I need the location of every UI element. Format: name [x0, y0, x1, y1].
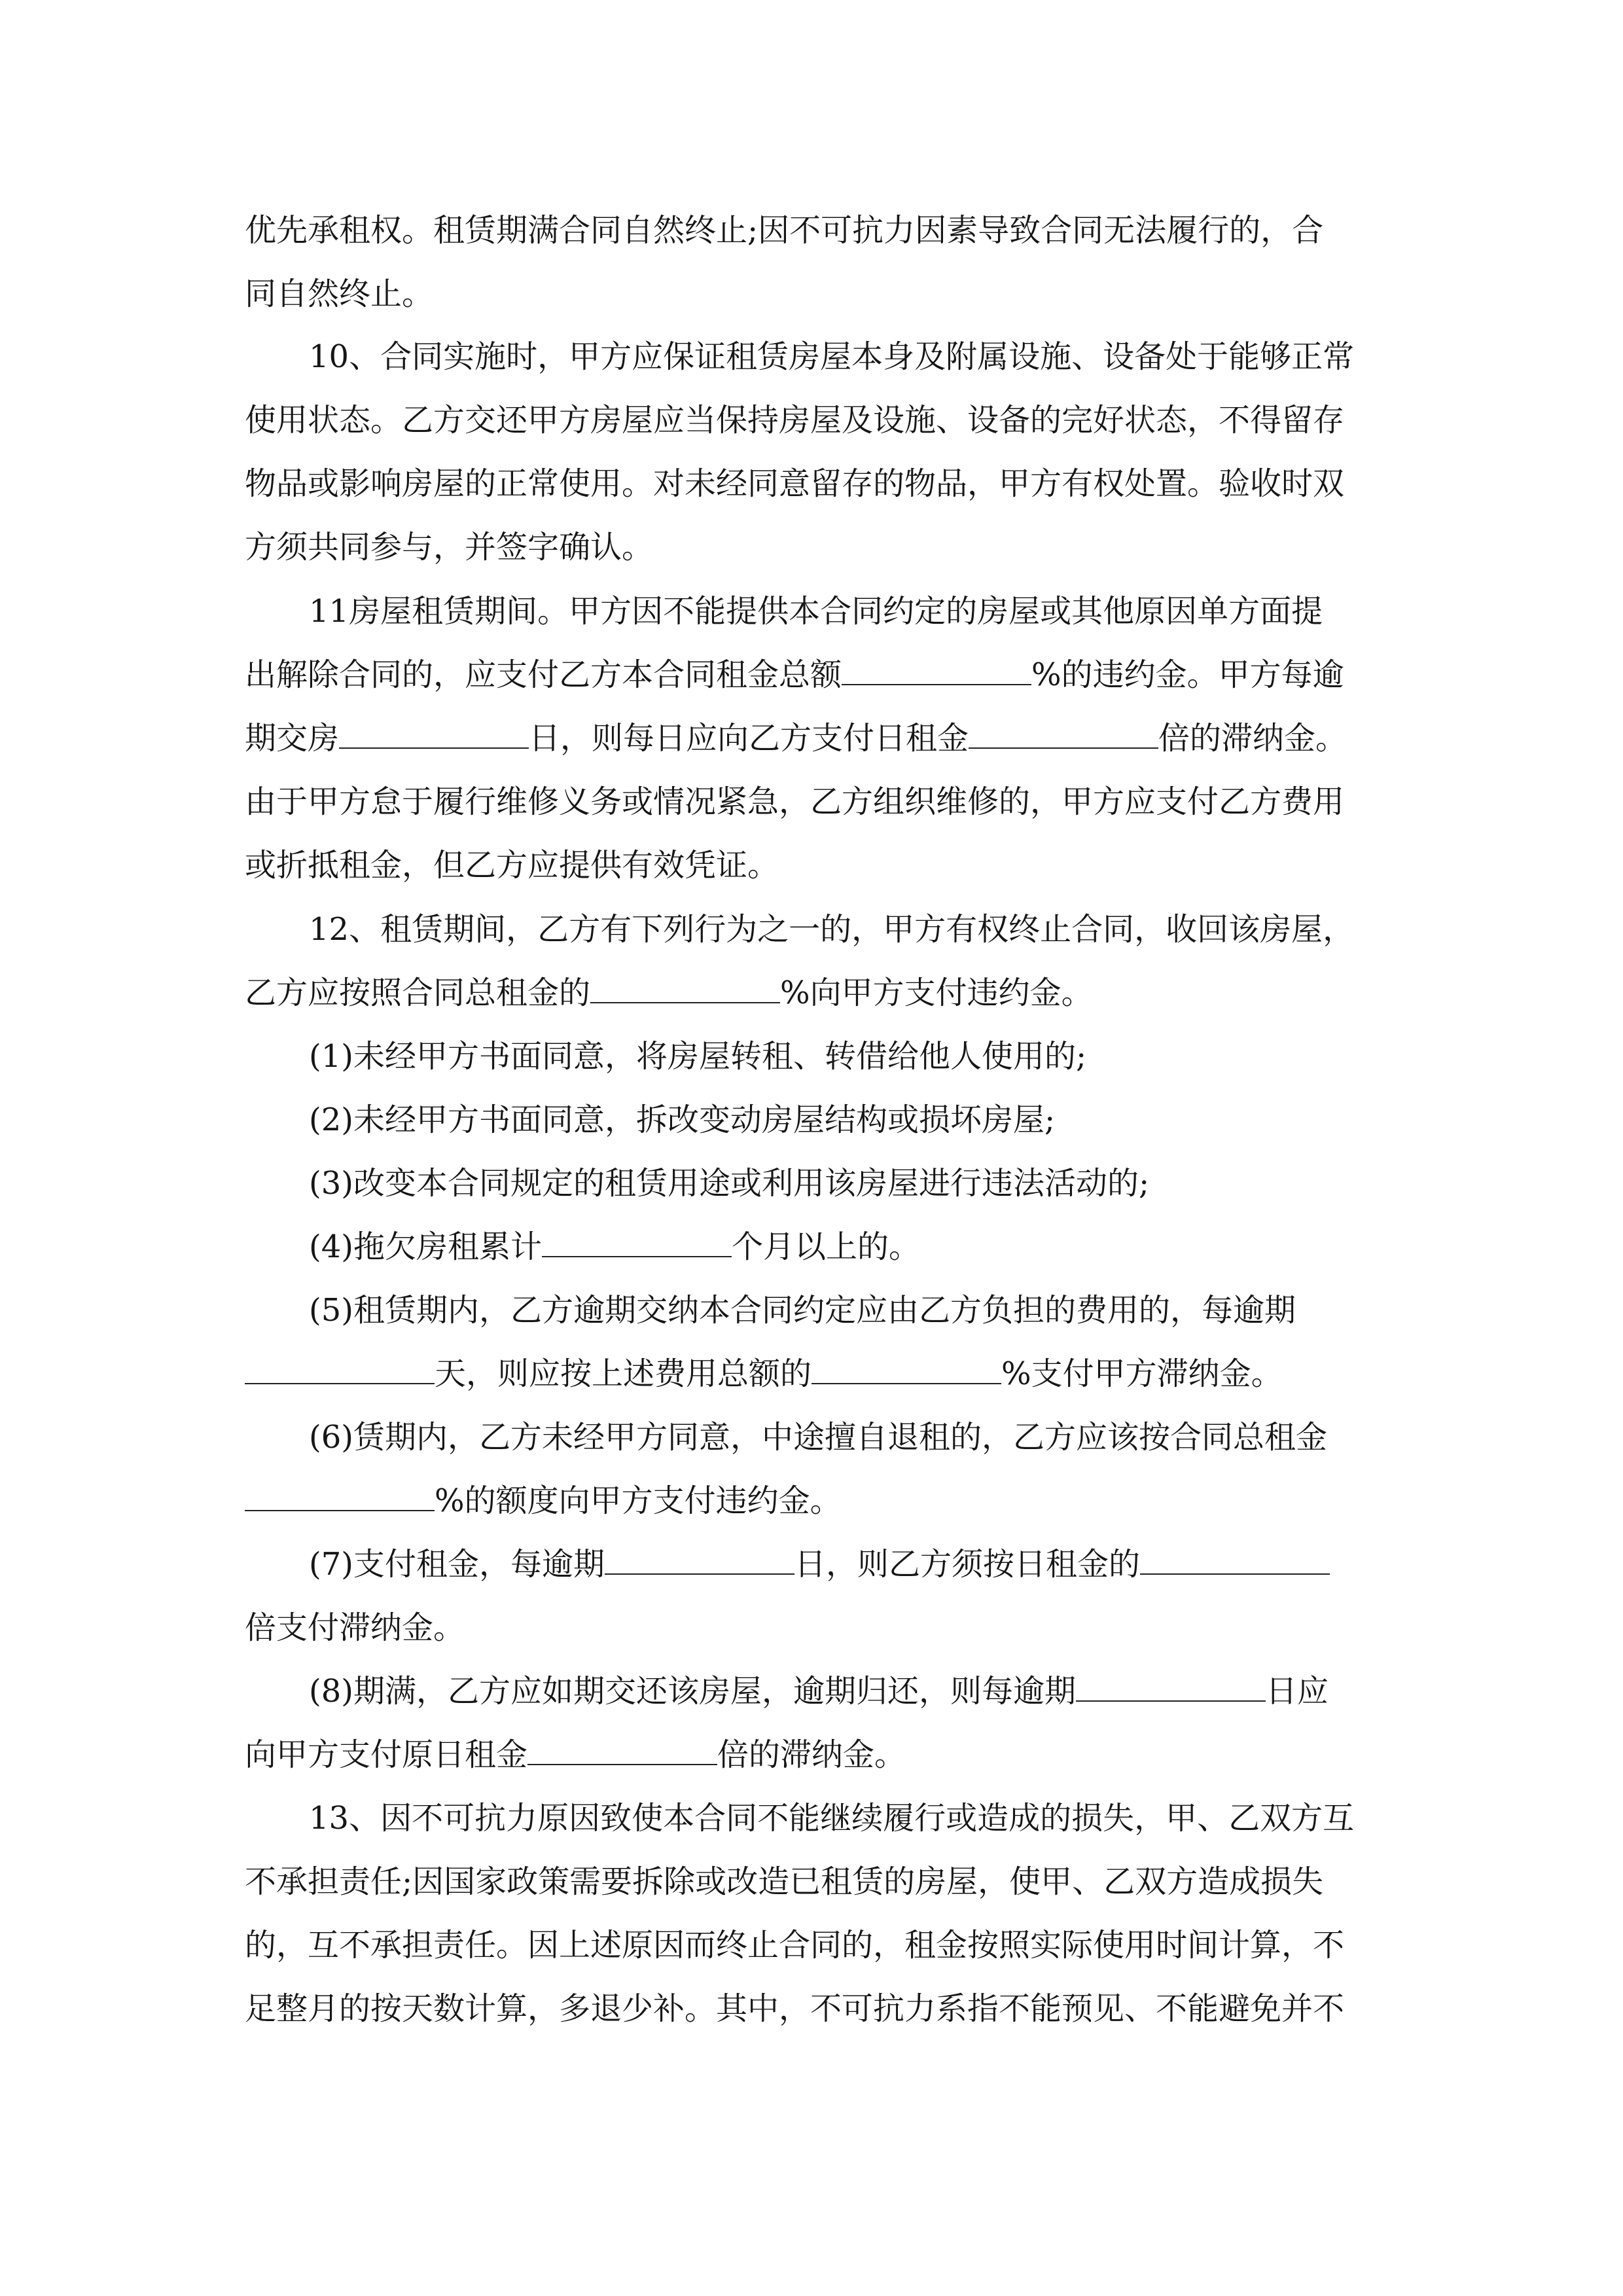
fill-in-blank [605, 1547, 794, 1575]
list-item-5: (5)租赁期内，乙方逾期交纳本合同约定应由乙方负担的费用的，每逾期 [309, 1292, 1296, 1329]
text-line: 使用状态。乙方交还甲方房屋应当保持房屋及设施、设备的完好状态，不得留存 [245, 402, 1345, 439]
list-item-6: (6)赁期内，乙方未经甲方同意，中途擅自退租的，乙方应该按合同总租金 [309, 1419, 1327, 1456]
paragraph-11-start: 11房屋租赁期间。甲方因不能提供本合同约定的房屋或其他原因单方面提 [309, 593, 1323, 630]
text-line: 同自然终止。 [245, 276, 434, 312]
fill-in-blank [1140, 1547, 1330, 1575]
text-line: 不承担责任;因国家政策需要拆除或改造已租赁的房屋，使甲、乙双方造成损失 [245, 1863, 1324, 1900]
text-line: 天，则应按上述费用总额的 %支付甲方滞纳金。 [245, 1354, 1283, 1393]
list-item-8: (8)期满，乙方应如期交还该房屋，逾期归还，则每逾期 日应 [309, 1673, 1329, 1710]
fill-in-blank [969, 721, 1158, 749]
fill-in-blank [339, 721, 529, 749]
list-item-2: (2)未经甲方书面同意，拆改变动房屋结构或损坏房屋; [309, 1102, 1056, 1138]
fill-in-blank [542, 1230, 732, 1257]
fill-in-blank [245, 1357, 435, 1384]
fill-in-blank [245, 1484, 435, 1511]
text-line: 由于甲方怠于履行维修义务或情况紧急，乙方组织维修的，甲方应支付乙方费用 [245, 783, 1345, 820]
text-line: 向甲方支付原日租金 倍的滞纳金。 [245, 1736, 906, 1773]
list-item-4: (4)拖欠房租累计 个月以上的。 [309, 1229, 921, 1265]
text-line: 物品或影响房屋的正常使用。对未经同意留存的物品，甲方有权处置。验收时双 [245, 465, 1345, 502]
text-line: 优先承租权。租赁期满合同自然终止;因不可抗力因素导致合同无法履行的，合 [245, 212, 1324, 249]
text-line: 方须共同参与，并签字确认。 [245, 529, 654, 565]
text-line: %的额度向甲方支付违约金。 [245, 1481, 842, 1520]
fill-in-blank [590, 976, 780, 1003]
list-item-7: (7)支付租金，每逾期 日，则乙方须按日租金的 [309, 1545, 1330, 1584]
text-line: 出解除合同的，应支付乙方本合同租金总额 %的违约金。甲方每逾 [245, 656, 1344, 693]
text-line: 乙方应按照合同总租金的 %向甲方支付违约金。 [245, 975, 1093, 1011]
list-item-1: (1)未经甲方书面同意，将房屋转租、转借给他人使用的; [309, 1038, 1087, 1075]
text-line: 的，互不承担责任。因上述原因而终止合同的，租金按照实际使用时间计算，不 [245, 1927, 1345, 1964]
fill-in-blank [1076, 1674, 1266, 1702]
fill-in-blank [527, 1738, 717, 1765]
text-line: 足整月的按天数计算，多退少补。其中，不可抗力系指不能预见、不能避免并不 [245, 1990, 1345, 2027]
text-line: 倍支付滞纳金。 [245, 1609, 465, 1646]
paragraph-13-start: 13、因不可抗力原因致使本合同不能继续履行或造成的损失，甲、乙双方互 [309, 1800, 1355, 1837]
fill-in-blank [842, 658, 1031, 685]
text-line: 或折抵租金，但乙方应提供有效凭证。 [245, 847, 779, 884]
paragraph-12-start: 12、租赁期间，乙方有下列行为之一的，甲方有权终止合同，收回该房屋， [309, 911, 1355, 948]
text-line: 期交房 日，则每日应向乙方支付日租金 倍的滞纳金。 [245, 720, 1347, 757]
fill-in-blank [812, 1357, 1001, 1384]
list-item-3: (3)改变本合同规定的租赁用途或利用该房屋进行违法活动的; [309, 1165, 1150, 1202]
paragraph-10-start: 10、合同实施时，甲方应保证租赁房屋本身及附属设施、设备处于能够正常 [309, 338, 1355, 375]
